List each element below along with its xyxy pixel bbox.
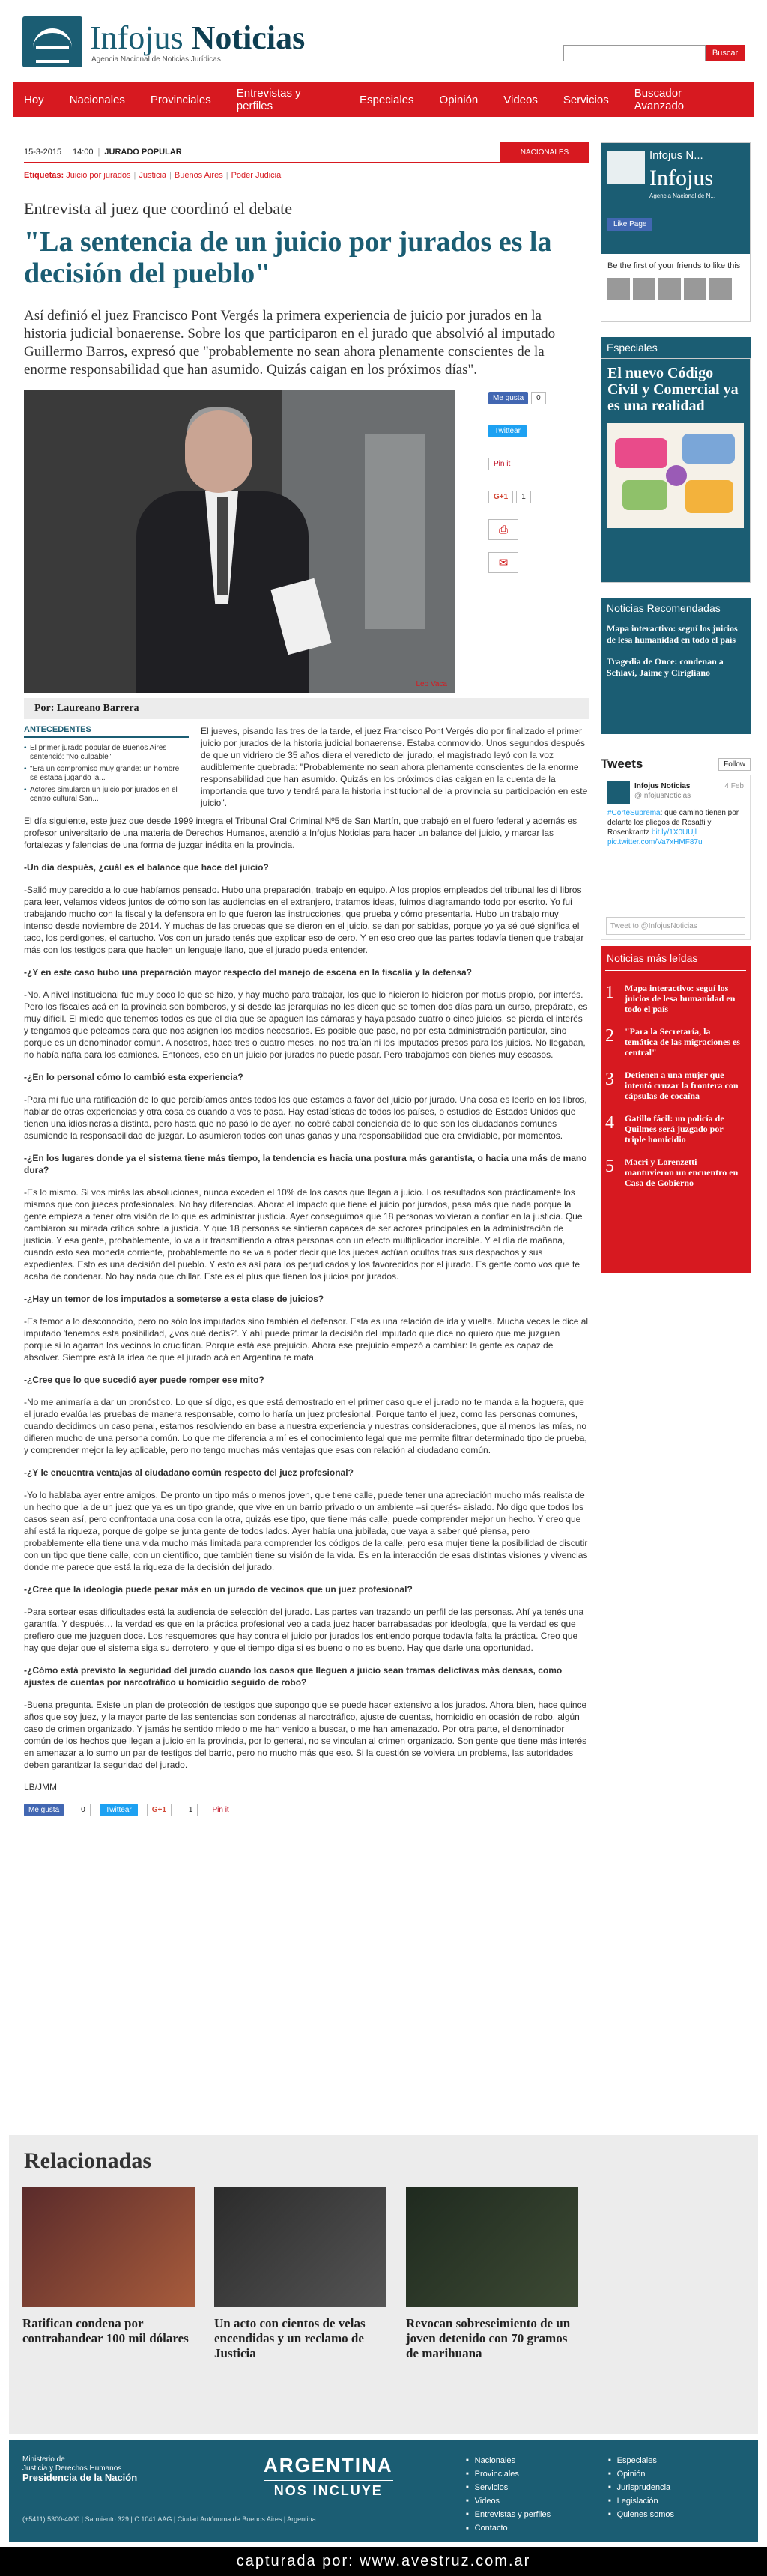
facebook-like-button[interactable] bbox=[488, 392, 528, 404]
mas-leida-item[interactable] bbox=[605, 1026, 746, 1058]
body-paragraph: -No. A nivel institucional fue muy poco lo que se hizo, y hay mucho para trabajar, los que lo hicieron lo hicieron por motus propio, por interés. Pero los fiscales acá en la provincia son bomberos, y si desde las jerarquías no les dicen que se tomen dos días para un curso, prepárate, es muy difícil. El miedo que tenemos todos es que el día que se apaguen las cámaras y haya pasado cuatro o cinco juicios, se pierda el interés y tengamos que peleamos para que nos asignen los medios necesarios. Es posible que pase, no por esta administración particular, sino porque es un denominador común. A nosotros, hace tres o cuatro meses, no nos traían ni los imputados presos para los juicios. No llegaban, no había nafta para los camiones. Entonces, eso en un juicio por jurados no puede pasar. Pero trabajamos con bienes muy escasos. bbox=[24, 990, 588, 1060]
pinterest-button[interactable]: Pin it bbox=[488, 458, 515, 470]
article-title: "La sentencia de un juicio por jurados es la decisión del pueblo" bbox=[24, 226, 552, 289]
site-logo[interactable] bbox=[22, 16, 305, 67]
article-body bbox=[24, 815, 589, 1793]
mas-leida-title: Macri y Lorenzetti mantuvieron un encuentro en Casa de Gobierno bbox=[625, 1157, 739, 1188]
main-nav bbox=[13, 82, 754, 117]
antecedente-link[interactable]: • "Era un compromiso muy grande: un hombre se estaba jugando la... bbox=[24, 765, 189, 783]
ministry-logo[interactable]: Ministerio de Justicia y Derechos Humanos Presidencia de la Nación bbox=[22, 2455, 138, 2483]
facebook-like-button-bottom[interactable]: Me gusta bbox=[24, 1804, 64, 1816]
fb-count-bottom: 0 bbox=[76, 1804, 91, 1816]
article-section: JURADO POPULAR bbox=[104, 148, 182, 157]
nav-item-entrevistas-y-perfiles[interactable]: Entrevistas y perfiles bbox=[236, 87, 301, 112]
follow-button[interactable]: Follow bbox=[718, 758, 751, 771]
interview-question: -¿En lo personal cómo lo cambió esta experiencia? bbox=[24, 1072, 243, 1082]
capture-credit: capturada por: www.avestruz.com.ar bbox=[0, 2547, 767, 2576]
fb-page-logo-icon bbox=[607, 151, 645, 184]
mas-leida-number: 3 bbox=[605, 1070, 614, 1089]
article-photo bbox=[24, 390, 455, 693]
tweet-text: #CorteSuprema: que camino tienen por delante los pliegos de Rosatti y Rosenkrantz bit.ly/1X0UUjl pic.twitter.com/Va7xHMF87u bbox=[607, 809, 739, 846]
google-plus-button[interactable]: G+1 bbox=[488, 491, 513, 503]
logo-name-light: Infojus bbox=[90, 19, 184, 56]
footer-link[interactable]: ■ Servicios bbox=[466, 2481, 551, 2494]
twitter-button[interactable]: Twittear bbox=[488, 425, 527, 437]
footer-link[interactable]: ■ Entrevistas y perfiles bbox=[466, 2508, 551, 2521]
antecedentes-box bbox=[24, 725, 189, 807]
interview-question: -¿Y le encuentra ventajas al ciudadano común respecto del juez profesional? bbox=[24, 1467, 354, 1478]
tag-link[interactable]: Juicio por jurados bbox=[66, 171, 131, 180]
gp-count: 1 bbox=[516, 491, 531, 503]
recomendadas-heading: Noticias Recomendadas bbox=[601, 598, 751, 619]
footer-link[interactable]: ■ Quienes somos bbox=[608, 2508, 674, 2521]
footer-link[interactable]: ■ Videos bbox=[466, 2494, 551, 2508]
google-plus-button-bottom[interactable]: G+1 bbox=[147, 1804, 172, 1816]
tags bbox=[24, 171, 589, 180]
antecedente-link[interactable]: • Actores simularon un juicio por jurados en el centro cultural San... bbox=[24, 786, 189, 804]
nav-item-especiales[interactable]: Especiales bbox=[360, 93, 414, 106]
related-section bbox=[9, 2135, 758, 2434]
fb-page-big: Infojus bbox=[649, 166, 713, 190]
tags-label: Etiquetas: bbox=[24, 171, 64, 180]
article-date: 15-3-2015 bbox=[24, 148, 62, 157]
body-paragraph: -Para mí fue una ratificación de lo que percibíamos antes todos los que estamos a favor del juicio por jurado. Una cosa es leerlo en los libros, hablar de otras experiencias y otra cosa es cuando a vos te pasa. Hay estadísticas de todos los países, o estudios de Estados Unidos que tienen una idiosincrasia distinta, pero hasta que no pasó lo de ayer, no cobré cabal conciencia de lo que son los ciudadanos comunes asumiendo la responsabilidad de juzgar. Lo asumieron todos con unas ganas y una responsabilidad que era envidiable, por momentos. bbox=[24, 1094, 587, 1141]
related-image bbox=[22, 2187, 195, 2307]
nav-item-opini-n[interactable]: Opinión bbox=[439, 93, 479, 106]
related-title: Ratifican condena por contrabandear 100 mil dólares bbox=[22, 2316, 189, 2345]
antecedentes-title: ANTECEDENTES bbox=[24, 725, 189, 738]
search-button[interactable]: Buscar bbox=[706, 45, 745, 61]
footer-links-1 bbox=[466, 2454, 551, 2536]
body-paragraph: -Yo lo hablaba ayer entre amigos. De pronto un tipo más o menos joven, que tiene calle, puede tener una apreciación mucho más realista de un hecho que la de un juez que ya es un tipo grande, que vive en un barrio privado o un ambiente –si querés- aislado. No digo que todos los casos sean así, pero confrontada una cosa con la otra, quizás ese tipo, que tiene más calle, puede comprender mejor un hecho. Y creo que ahí está la riqueza, porque de golpe se junta gente de todos lados. Ayer había una jubilada, que vaya a saber qué piensa, pero probablemente ella tiene una vida mucho más limitada para comprender los códigos de la calle, pero esa mujer tiene la posibilidad de discutir con un tipo que tiene calle, con un científico, que también tiene su visión de la vida. Es en la interacción de esas distintas visiones y vivencias donde me parece que está la riqueza de la decisión del jurado. bbox=[24, 1490, 588, 1572]
logo-subtitle: Agencia Nacional de Noticias Jurídicas bbox=[91, 55, 221, 64]
antecedente-link[interactable]: • El primer jurado popular de Buenos Aires sentenció: "No culpable" bbox=[24, 744, 189, 762]
body-paragraph: El día siguiente, este juez que desde 1999 integra el Tribunal Oral Criminal Nº5 de San Martín, que trabajó en el fuero federal y además es profesor universitario de una materia de Derechos Humanos, atendió a Infojus Noticias para hacer un balance del juicio, y marcar las fortalezas y falencias de una forma de juzgar inédita en la provincia. bbox=[24, 816, 577, 850]
article-lead: Así definió el juez Francisco Pont Vergés la primera experiencia de juicio por jurados en la historia judicial bonaerense. Sobre los que participaron en el jurado que absolvió al imputado Guillermo Barros, expresó que "probablemente no sean ahora plenamente conscientes de la enorme responsabilidad que han asumido. Quizás caigan en los próximos días". bbox=[24, 308, 556, 378]
related-item[interactable] bbox=[406, 2187, 578, 2361]
interview-question: -¿Cree que la ideología puede pesar más en un jurado de vecinos que un juez profesional? bbox=[24, 1584, 413, 1595]
especiales-title: El nuevo Código Civil y Comercial ya es una realidad bbox=[607, 365, 739, 414]
social-share bbox=[488, 390, 578, 587]
article-meta: 15-3-2015 | 14:00 | JURADO POPULAR NACIONALES bbox=[24, 142, 589, 163]
fb-like-page-button[interactable]: Like Page bbox=[607, 218, 652, 231]
tweet-input[interactable]: Tweet to @InfojusNoticias bbox=[606, 917, 745, 935]
interview-question: -¿En los lugares donde ya el sistema tiene más tiempo, la tendencia es hacia una postura más garantista, o hacia una más de mano dura? bbox=[24, 1153, 587, 1175]
footer-link[interactable]: ■ Opinión bbox=[608, 2467, 674, 2481]
site-header bbox=[9, 0, 758, 82]
footer-address: (+5411) 5300-4000 | Sarmiento 329 | C 1041 AAG | Ciudad Autónoma de Buenos Aires | Argentina bbox=[22, 2515, 316, 2523]
related-image bbox=[406, 2187, 578, 2307]
tweet-widget bbox=[601, 775, 751, 940]
mas-leidas-box bbox=[601, 946, 751, 1273]
fb-friends-text: Be the first of your friends to like this bbox=[607, 261, 741, 270]
footer-links-2 bbox=[608, 2454, 674, 2521]
tweet-hashtag[interactable]: #CorteSuprema bbox=[607, 809, 661, 817]
interview-question: -¿Y en este caso hubo una preparación mayor respecto del manejo de escena en la fiscalía y la defensa? bbox=[24, 967, 473, 978]
mas-leida-title: Mapa interactivo: seguí los juicios de lesa humanidad en todo el país bbox=[625, 983, 736, 1014]
mas-leida-number: 2 bbox=[605, 1026, 614, 1046]
body-paragraph: -Buena pregunta. Existe un plan de protección de testigos que supongo que se puede hacer extensivo a los jurados. Ahora bien, hace quince años que soy juez, y la mayor parte de las sentencias son condenas al narcotráfico, ajuste de cuentas, homicidio en ocasión de robo, algún caso de crimen organizado. Y jamás he sentido miedo o me han venido a buscar, o me han amenazado. Por otra parte, el denominador común de los hechos que llegan a juicio en la provincia, por lo general, no se vinculan al crimen organizado. Son gente que tiene más interés en amenazar a lo sumo un par de testigos del barrio, pero no mucho más que eso. Si la cuestión se volviera un problema, las autoridades deben garantizar la seguridad del jurado. bbox=[24, 1700, 587, 1770]
mas-leida-item[interactable] bbox=[605, 983, 746, 1014]
gp-count-bottom: 1 bbox=[184, 1804, 198, 1816]
footer-link[interactable]: ■ Jurisprudencia bbox=[608, 2481, 674, 2494]
body-paragraph: -Es temor a lo desconocido, pero no sólo los imputados sino también el defensor. Esta es una relación de ida y vuelta. Mucha veces le dice al imputado 'tenemos esta posibilidad, ¿vos qué decís?'. Y ahí puede primar la decisión del imputado que dice no quiero que me juzguen porque si lo agarran los vecinos lo crucifican. Porque está ese prejuicio. Ahora ese prejuicio empezó a cambiar: la gente es capaz de absolver. Siempre está la idea de que el jurado acá en Argentina te mata. bbox=[24, 1316, 589, 1363]
logo-name-bold: Noticias bbox=[191, 19, 306, 56]
bottom-social-share bbox=[24, 1804, 589, 1816]
twitter-button-bottom[interactable]: Twittear bbox=[100, 1804, 138, 1816]
fb-label: Me gusta bbox=[493, 393, 524, 402]
article-intro: El jueves, pisando las tres de la tarde, el juez Francisco Pont Vergés dio por finalizado el primer juicio por jurados de la historia judicial bonaerense. Estaba conmovido. Unos segundos después de que un vidriero de 35 años diera el veredicto del jurado, el magistrado leyó con la voz audiblemente quebrada: "Probablemente no sean ahora plenamente conscientes de la enorme responsabilidad que han asumido. Quizás en los próximos días caigan en la cuenta de la importancia que tuvo y tendrá para la historia institucional de la provincia su participación en este juicio". bbox=[201, 726, 588, 808]
nav-item-provinciales[interactable]: Provinciales bbox=[150, 93, 211, 106]
related-title: Un acto con cientos de velas encendidas y un reclamo de Justicia bbox=[214, 2316, 366, 2360]
related-item[interactable] bbox=[22, 2187, 195, 2361]
interview-question: -¿Hay un temor de los imputados a someterse a esta clase de juicios? bbox=[24, 1294, 324, 1304]
nav-item-hoy[interactable]: Hoy bbox=[24, 93, 44, 106]
related-title: Revocan sobreseimiento de un joven detenido con 70 gramos de marihuana bbox=[406, 2316, 571, 2360]
article-column bbox=[24, 142, 589, 1816]
tag-link[interactable]: Justicia bbox=[139, 171, 167, 180]
tag-link[interactable]: Buenos Aires bbox=[174, 171, 223, 180]
mas-leida-title: Detienen a una mujer que intentó cruzar la frontera con cápsulas de cocaína bbox=[625, 1070, 739, 1101]
tag-link[interactable]: Poder Judicial bbox=[231, 171, 283, 180]
nav-item-servicios[interactable]: Servicios bbox=[563, 93, 609, 106]
footer-link[interactable]: ■ Especiales bbox=[608, 2454, 674, 2467]
related-item[interactable] bbox=[214, 2187, 386, 2361]
footer-link[interactable]: ■ Legislación bbox=[608, 2494, 674, 2508]
footer-link[interactable]: ■ Contacto bbox=[466, 2521, 551, 2535]
footer-link[interactable]: ■ Provinciales bbox=[466, 2467, 551, 2481]
tweet-link[interactable]: bit.ly/1X0UUjl pic.twitter.com/Va7xHMF87u bbox=[607, 828, 703, 846]
especiales-illustration bbox=[607, 423, 744, 528]
tag-separator: | bbox=[169, 171, 172, 180]
nav-item-videos[interactable]: Videos bbox=[503, 93, 538, 106]
especiales-heading: Especiales bbox=[601, 337, 751, 358]
tag-separator: | bbox=[225, 171, 228, 180]
body-paragraph: -Es lo mismo. Si vos mirás las absoluciones, nunca exceden el 10% de los casos que llegan a juicio. Los resultados son prácticamente los mismos que con jueces profesionales. No hay diferencias. Ahora: el impacto que tiene el juicio por jurados, pasa más que nada porque la gente empieza a tener otra visión de lo que es administrar justicia. Ayer conseguimos que 18 personas volvieran a confiar en la justicia. Que cambiaron su mirada crítica sobre la justicia. Y que 18 personas se sintieran capaces de ser actores principales en la administración de justicia. Y esa gente, probablemente, lo va a ir transmitiendo a otras personas con un efecto multiplicador increíble. Y el día de mañana, cuando esto sea moneda corriente, probablemente no se va a poder decir que los jueces actúan ocultos tras sus despachos y sus expedientes. Esto es una decisión del pueblo. Y esto es así para los perjudicados y los favorecidos por el jurado. Es gente como vos que te acaba de condenar. No hay nada que chillar. Este es el plus que tienen los juicios por jurados. bbox=[24, 1187, 583, 1282]
article-time: 14:00 bbox=[73, 148, 94, 157]
argentina-logo: ARGENTINA NOS INCLUYE bbox=[264, 2454, 393, 2498]
nav-item-nacionales[interactable]: Nacionales bbox=[69, 93, 125, 106]
nav-item-buscador-avanzado[interactable]: Buscador Avanzado bbox=[634, 87, 685, 112]
photo-credit: Leo Vaca bbox=[416, 680, 447, 688]
fb-count: 0 bbox=[531, 392, 546, 404]
tweet-date: 4 Feb bbox=[724, 782, 744, 790]
interview-question: -¿Cree que lo que sucedió ayer puede romper ese mito? bbox=[24, 1375, 264, 1385]
tweet-author[interactable]: Infojus Noticias bbox=[634, 782, 691, 790]
interview-question: -Un día después, ¿cuál es el balance que hace del juicio? bbox=[24, 862, 269, 873]
article-kicker: Entrevista al juez que coordinó el debate bbox=[24, 199, 292, 218]
body-paragraph: -No me animaría a dar un pronóstico. Lo que sí digo, es que está demostrado en el primer caso que el jurado no te manda a la hoguera, que el jurado evalúa las pruebas de manera responsable, como lo haría un juez profesional. Porque tanto el juez, como las personas comunes, cuando decidimos un caso penal, estamos resolviendo en base a nuestra experiencia y nuestras consideraciones, que al menos las mías, no difieren mucho de una persona común. Lo que me diferencia a mí es el conocimiento legal que me permite filtrar determinado tipo de prueba, y comprender mejor la ley aplicable, pero no tengo muchas más ventajas que esas con relación al ciudadano común. bbox=[24, 1397, 587, 1455]
mas-leida-number: 5 bbox=[605, 1157, 614, 1176]
tweet-avatar bbox=[607, 781, 630, 804]
mas-leidas-heading: Noticias más leídas bbox=[605, 946, 746, 971]
mas-leida-title: "Para la Secretaría, la temática de las migraciones es central" bbox=[625, 1026, 740, 1058]
tweet-handle: @InfojusNoticias bbox=[634, 792, 691, 800]
article-author: Por: Laureano Barrera bbox=[24, 698, 589, 719]
section-badge[interactable]: NACIONALES bbox=[500, 142, 589, 163]
tweets-title: Tweets bbox=[601, 757, 643, 771]
recomendada-item[interactable]: Tragedia de Once: condenan a Schiavi, Jaime y Cirigliano bbox=[607, 656, 724, 678]
site-footer bbox=[9, 2440, 758, 2542]
mail-icon[interactable]: ✉ bbox=[488, 552, 518, 573]
interview-question: -¿Cómo está previsto la seguridad del jurado cuando los casos que lleguen a juicio sean tramas delictivas más densas, como ajustes de cuentas por narcotráfico u homicidio seguido de robo? bbox=[24, 1665, 563, 1688]
mas-leida-number: 4 bbox=[605, 1113, 614, 1133]
body-paragraph: -Salió muy parecido a lo que habíamos pensado. Hubo una preparación, trabajo en equipo. A los propios empleados del tribunal les di libros para leer, velamos videos juntos de cómo son las audiencias en el extranjero, tratamos ideas, fuimos diagramando todo por escrito. Yo fui trabajando mucho con la fiscal y la defensora en lo que fueron las instrucciones, que prueba y cómo presentarla. Hubo un trabajo muy intenso desde noviembre de 2014. Y muchas de las pruebas que se dieron en el juicio, se dan por sabidas, porque yo ya sé qué significa el taco, los perdigones, el cartucho. Vos con un jurado tenés que explicar eso de cero. Y en eso creo que las partes todavía tienen que trabajar más con los testigos para que hablen un lenguaje llano, que el jurado pueda entender. bbox=[24, 885, 584, 955]
recomendadas-list bbox=[601, 619, 751, 734]
body-paragraph: -Para sortear esas dificultades está la audiencia de selección del jurado. Las partes van trazando un perfil de las personas. Ahí ya tenés una garantía. Y después… la verdad es que en la práctica profesional veo a cada juez hacer barrabasadas por ideología, que la verdad es que prefiero que me juzguen doce. Los resquemores que hay contra el juicio por jurados los entiendo porque todavía falta la práctica. Creo que hay que dejar que el sistema siga su derrotero, y que el tiempo diga si es bueno o no es bueno. Hay que darle una oportunidad. bbox=[24, 1607, 584, 1653]
mas-leida-item[interactable] bbox=[605, 1157, 746, 1188]
body-paragraph: LB/JMM bbox=[24, 1782, 58, 1792]
search-form bbox=[563, 45, 745, 61]
tweets-header bbox=[601, 757, 751, 775]
fb-faces bbox=[601, 278, 750, 300]
recomendada-item[interactable]: Mapa interactivo: seguí los juicios de lesa humanidad en todo el país bbox=[607, 623, 738, 645]
fb-page-name[interactable]: Infojus N... bbox=[649, 149, 703, 162]
search-input[interactable] bbox=[563, 45, 706, 61]
mas-leida-title: Gatillo fácil: un policía de Quilmes será juzgado por triple homicidio bbox=[625, 1113, 724, 1145]
fb-page-sub: Agencia Nacional de N... bbox=[649, 193, 716, 199]
related-heading: Relacionadas bbox=[24, 2148, 152, 2173]
print-icon[interactable]: ⎙ bbox=[488, 519, 518, 540]
facebook-page-box bbox=[601, 142, 751, 322]
mas-leida-item[interactable] bbox=[605, 1070, 746, 1101]
mas-leida-number: 1 bbox=[605, 983, 614, 1002]
logo-mark-icon bbox=[22, 16, 82, 67]
especiales-card[interactable] bbox=[601, 358, 751, 583]
footer-link[interactable]: ■ Nacionales bbox=[466, 2454, 551, 2467]
mas-leida-item[interactable] bbox=[605, 1113, 746, 1145]
tag-separator: | bbox=[133, 171, 136, 180]
related-image bbox=[214, 2187, 386, 2307]
pinterest-button-bottom[interactable]: Pin it bbox=[207, 1804, 234, 1816]
sidebar bbox=[601, 142, 751, 1273]
